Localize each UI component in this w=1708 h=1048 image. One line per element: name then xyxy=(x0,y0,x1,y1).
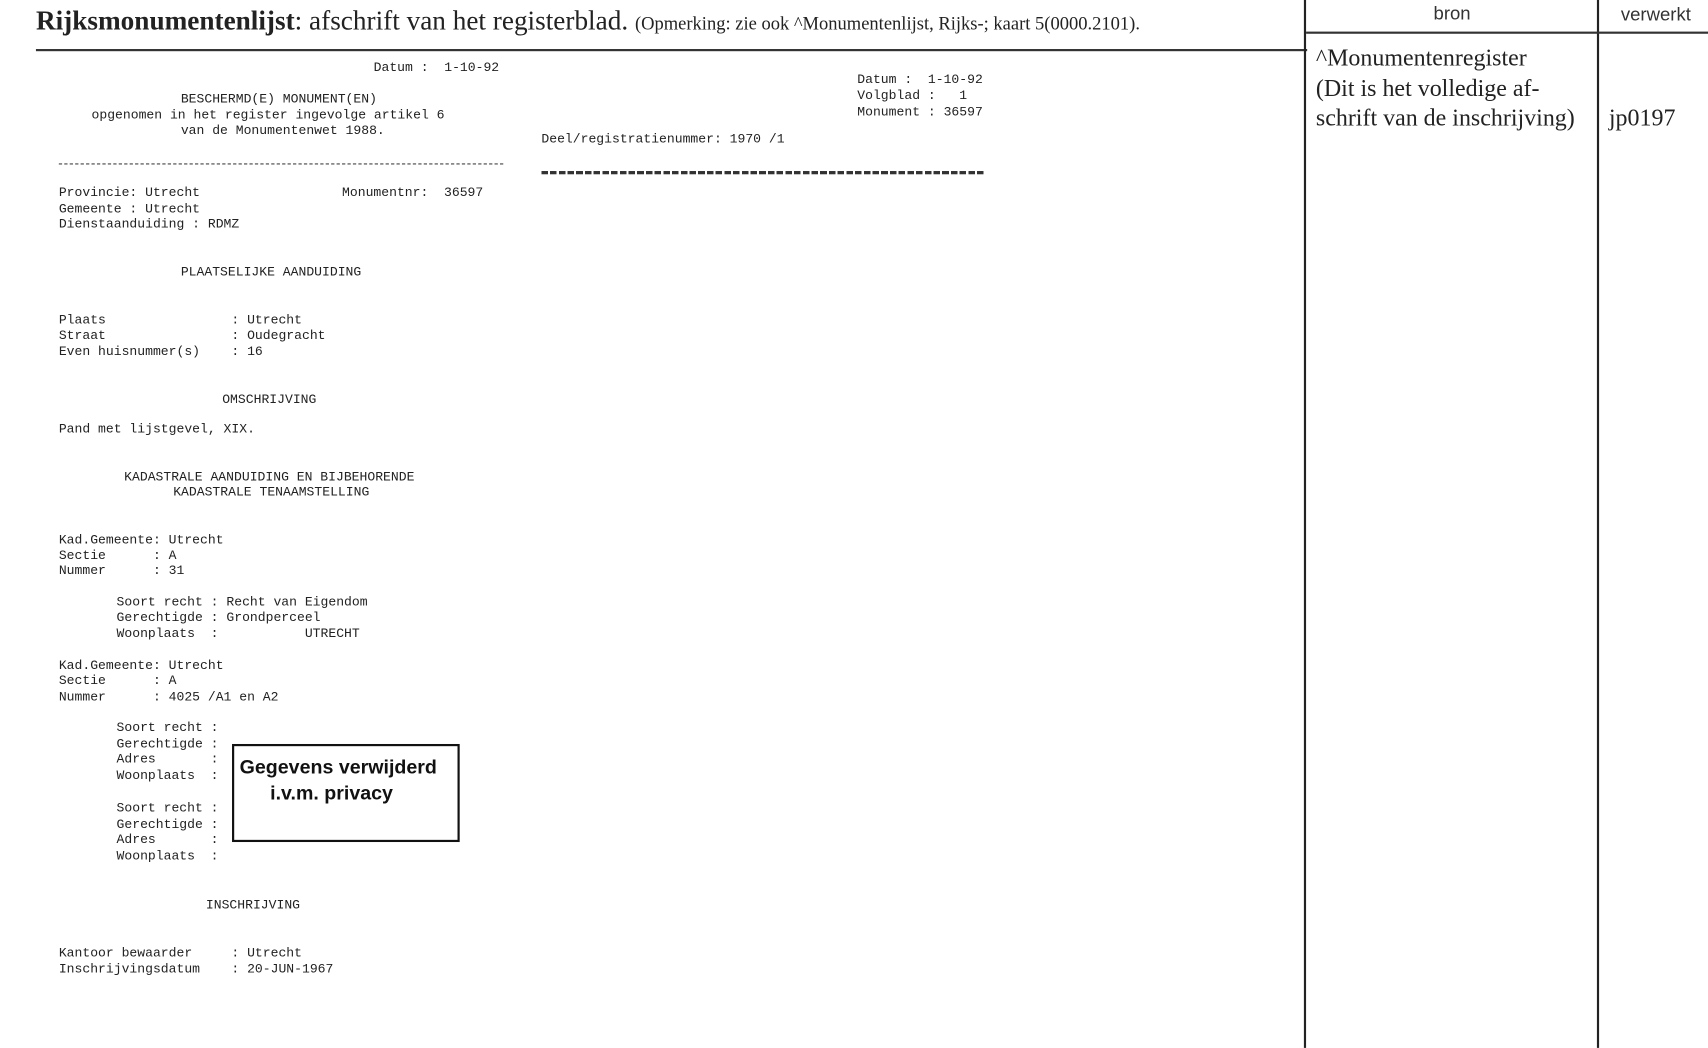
separator xyxy=(59,163,503,164)
deel-registratienummer: Deel/registratienummer: 1970 /1 xyxy=(541,131,785,148)
bron-line: ^Monumentenregister xyxy=(1315,43,1527,71)
gerechtigde: Gerechtigde : xyxy=(116,816,219,833)
nummer: Nummer : 31 xyxy=(58,563,185,579)
column-header-bron: bron xyxy=(1433,3,1471,24)
woonplaats: Woonplaats : xyxy=(116,848,219,864)
monument-number: Monument : 36597 xyxy=(857,104,983,120)
table-divider xyxy=(1304,0,1306,1048)
page-title xyxy=(36,7,1140,38)
plaats: Plaats : Utrecht xyxy=(58,312,303,328)
woonplaats: Woonplaats : xyxy=(116,767,219,784)
sectie: Sectie : A xyxy=(58,547,177,564)
title-note: (Opmerking: zie ook ^Monumentenlijst, Rijks-; kaart 5(0000.2101). xyxy=(634,13,1140,34)
heading-monumentenwet: van de Monumentenwet 1988. xyxy=(180,123,385,139)
datum-left: Datum : 1-10-92 xyxy=(373,59,500,76)
huisnummer: Even huisnummer(s) : 16 xyxy=(58,344,263,360)
soort-recht: Soort recht : xyxy=(116,800,219,816)
privacy-redaction-box xyxy=(232,744,460,842)
section-heading: OMSCHRIJVING xyxy=(222,392,317,408)
section-heading: KADASTRALE AANDUIDING EN BIJBEHORENDE xyxy=(124,469,415,485)
woonplaats: Woonplaats : UTRECHT xyxy=(116,626,360,642)
privacy-text: i.v.m. privacy xyxy=(270,782,393,804)
kad-gemeente: Kad.Gemeente: Utrecht xyxy=(58,657,224,674)
separator xyxy=(541,171,985,174)
inschrijvingsdatum: Inschrijvingsdatum : 20-JUN-1967 xyxy=(58,961,334,978)
bron-line: schrift van de inschrijving) xyxy=(1315,103,1575,131)
sectie: Sectie : A xyxy=(58,673,177,689)
nummer: Nummer : 4025 /A1 en A2 xyxy=(58,689,279,705)
soort-recht: Soort recht : xyxy=(116,720,219,736)
gerechtigde: Gerechtigde : xyxy=(116,736,219,752)
kad-gemeente: Kad.Gemeente: Utrecht xyxy=(58,532,224,548)
volgblad: Volgblad : 1 xyxy=(857,88,968,104)
privacy-text: Gegevens verwijderd xyxy=(239,755,437,778)
column-header-verwerkt: verwerkt xyxy=(1620,4,1691,26)
datum-right: Datum : 1-10-92 xyxy=(857,71,983,88)
section-heading: PLAATSELIJKE AANDUIDING xyxy=(180,264,362,280)
omschrijving: Pand met lijstgevel, XIX. xyxy=(58,421,255,437)
section-heading: INSCHRIJVING xyxy=(205,897,301,913)
bron-line: (Dit is het volledige af- xyxy=(1315,74,1540,102)
dienstaanduiding: Dienstaanduiding : RDMZ xyxy=(58,216,240,233)
kantoor-bewaarder: Kantoor bewaarder : Utrecht xyxy=(58,945,303,961)
table-header-rule xyxy=(1306,32,1708,34)
title-rest: : afschrift van het registerblad. xyxy=(294,6,629,36)
gerechtigde: Gerechtigde : Grondperceel xyxy=(116,610,321,626)
provincie: Provincie: Utrecht xyxy=(58,185,201,201)
adres: Adres : xyxy=(116,832,219,848)
section-heading: KADASTRALE TENAAMSTELLING xyxy=(173,484,370,500)
heading-opgenomen: opgenomen in het register ingevolge artikel 6 xyxy=(91,107,445,124)
title-bold: Rijksmonumentenlijst xyxy=(35,6,295,36)
adres: Adres : xyxy=(116,751,219,767)
verwerkt-code: jp0197 xyxy=(1608,103,1676,131)
gemeente: Gemeente : Utrecht xyxy=(58,201,201,217)
monumentnr: Monumentnr: 36597 xyxy=(342,185,484,201)
title-rule xyxy=(36,49,1307,51)
straat: Straat : Oudegracht xyxy=(58,327,326,344)
soort-recht: Soort recht : Recht van Eigendom xyxy=(116,594,368,611)
table-divider xyxy=(1597,0,1599,1048)
heading-beschermd: BESCHERMD(E) MONUMENT(EN) xyxy=(180,91,377,107)
